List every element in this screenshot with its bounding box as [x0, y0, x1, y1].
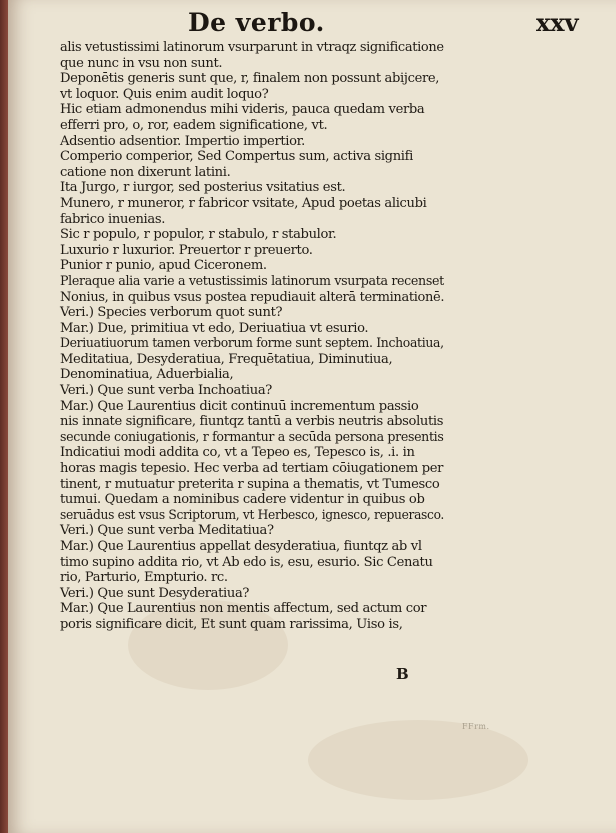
- text-line: alis vetustissimi latinorum vsurparunt in vtraqz significatione: [60, 40, 444, 55]
- text-line: catione non dixerunt latini.: [60, 164, 231, 180]
- text-line: Veri.) Que sunt verba Inchoatiua?: [60, 383, 272, 399]
- text-line: secunde coniugationis, r formantur a secūda persona presentis: [60, 429, 444, 445]
- text-line: nis innate significare, fiuntqz tantū a verbis neutris absolutis: [60, 414, 444, 430]
- folio-number: xxv: [536, 8, 579, 37]
- text-line: poris significare dicit, Et sunt quam rarissima, Uiso is,: [60, 616, 403, 632]
- text-line: seruādus est vsus Scriptorum, vt Herbesco, ignesco, repuerasco.: [60, 507, 444, 523]
- text-line: Comperio comperior, Sed Compertus sum, activa signifi: [60, 149, 413, 165]
- text-line: Indicatiui modi addita co, vt a Tepeo es, Tepesco is, .i. in: [60, 445, 415, 461]
- paper-stain: [308, 720, 528, 800]
- text-line: Denominatiua, Aduerbialia,: [60, 367, 234, 383]
- text-line: Meditatiua, Desyderatiua, Frequētatiua, Diminutiua,: [60, 351, 393, 367]
- text-line: Punior r punio, apud Ciceronem.: [60, 258, 267, 274]
- text-line: Hic etiam admonendus mihi videris, pauca quedam verba: [60, 102, 425, 118]
- text-line: tinent, r mutuatur preterita r supina a thematis, vt Tumesco: [60, 476, 440, 492]
- text-line: efferri pro, o, ror, eadem significatione, vt.: [60, 117, 328, 133]
- text-line: Adsentio adsentior. Impertio impertior.: [60, 133, 305, 149]
- text-line: vt loquor. Quis enim audit loquo?: [60, 86, 269, 102]
- text-line: Deponētis generis sunt que, r, finalem non possunt abijcere,: [60, 71, 440, 87]
- text-line: Luxurio r luxurior. Preuertor r preuerto.: [60, 242, 313, 258]
- text-line: fabrico inuenias.: [60, 211, 166, 227]
- text-line: Pleraque alia varie a vetustissimis latinorum vsurpata recenset: [60, 273, 444, 289]
- text-line: rio, Parturio, Empturio. rc.: [60, 570, 228, 586]
- text-line: timo supino addita rio, vt Ab edo is, esu, esurio. Sic Cenatu: [60, 554, 433, 570]
- text-line: Munero, r muneror, r fabricor vsitate, Apud poetas alicubi: [60, 195, 427, 211]
- text-line: horas magis tepesio. Hec verba ad tertiam cōiugationem per: [60, 461, 444, 477]
- text-line: Deriuatiuorum tamen verborum forme sunt septem. Inchoatiua,: [60, 336, 444, 352]
- text-line: Veri.) Que sunt verba Meditatiua?: [60, 523, 274, 539]
- text-line: Sic r populo, r populor, r stabulo, r stabulor.: [60, 227, 337, 243]
- text-line: Veri.) Que sunt Desyderatiua?: [60, 585, 250, 601]
- text-line: Veri.) Species verborum quot sunt?: [60, 305, 283, 321]
- running-head: De verbo.: [188, 8, 325, 37]
- signature-mark: B: [396, 665, 409, 683]
- text-line: Mar.) Due, primitiua vt edo, Deriuatiua vt esurio.: [60, 320, 369, 336]
- text-line: tumui. Quedam a nominibus cadere videntur in quibus ob: [60, 492, 425, 508]
- text-line: Mar.) Que Laurentius appellat desyderatiua, fiuntqz ab vl: [60, 539, 422, 554]
- text-line: que nunc in vsu non sunt.: [60, 55, 223, 71]
- text-line: Mar.) Que Laurentius dicit continuū incrementum passio: [60, 398, 419, 414]
- binding-edge: [0, 0, 8, 833]
- marginal-note: FFrm.: [462, 722, 490, 731]
- text-line: Nonius, in quibus vsus postea repudiauit alterā terminationē.: [60, 289, 445, 305]
- text-line: Mar.) Que Laurentius non mentis affectum, sed actum cor: [60, 601, 427, 617]
- body-text: [60, 40, 444, 633]
- text-line: Ita Jurgo, r iurgor, sed posterius vsitatius est.: [60, 180, 346, 196]
